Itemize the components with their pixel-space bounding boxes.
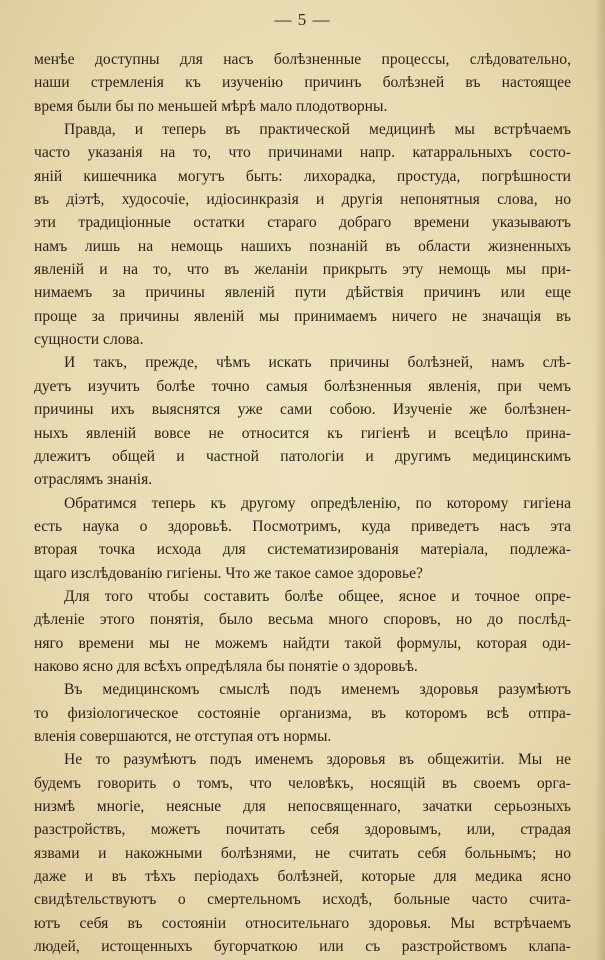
text-line: проще за причины явленій мы принимаемъ ничего не значащія въ — [34, 307, 571, 325]
text-line: то физіологическое состояніе организма, въ которомъ всѣ отпра- — [34, 704, 571, 722]
text-line: причины ихъ выяснятся уже сами собою. Изученіе же болѣзнен- — [34, 401, 571, 419]
text-line: даже и въ тѣхъ періодахъ болѣзней, которые для медика ясно — [34, 868, 571, 886]
text-line: ютъ себя въ состояніи относительнаго здоровья. Мы встрѣчаемъ — [34, 914, 571, 932]
text-line: ныхъ явленій вовсе не относится къ гигіенѣ и всецѣло прина- — [34, 424, 571, 442]
text-line: намъ лишь на немощь нашихъ познаній въ области жизненныхъ — [34, 237, 571, 255]
page-edge-shadow — [595, 0, 605, 960]
text-line: будемъ говорить о томъ, что человѣкъ, носящій въ своемъ орга- — [34, 774, 571, 792]
text-line: свидѣтельствуютъ о смертельномъ исходѣ, больные часто счита- — [34, 891, 571, 909]
text-line: явленій и на то, что въ желаніи прикрыть эту немощь мы при- — [34, 261, 571, 279]
text-line: вторая точка исхода для систематизированія матеріала, подлежа- — [34, 541, 571, 559]
text-line: дуетъ изучить болѣе точно самыя болѣзненныя явленія, при чемъ — [34, 377, 571, 395]
text-line: разстройствъ, можетъ почитать себя здоровымъ, или, страдая — [34, 821, 571, 839]
text-line: менѣе доступны для насъ болѣзненные процессы, слѣдовательно, — [34, 51, 571, 68]
body-text — [34, 48, 571, 958]
text-line: И такъ, прежде, чѣмъ искать причины болѣзней, намъ слѣ- — [64, 354, 571, 372]
text-line: вленія совершаются, не отступая отъ нормы. — [34, 727, 332, 745]
text-line: эти традиціонные остатки стараго добраго времени указываютъ — [34, 214, 571, 232]
text-line: няго времени мы не можемъ найдти такой формулы, которая оди- — [34, 634, 571, 652]
text-line: яній кишечника могутъ быть: лихорадка, простуда, погрѣшности — [34, 167, 571, 185]
text-line: Обратимся теперь къ другому опредѣленію, по которому гигіена — [64, 494, 571, 512]
text-line: длежитъ общей и частной патологіи и другимъ медицинскимъ — [34, 447, 571, 465]
text-line: низмѣ многіе, неясные для непосвященнаго, зачатки серьозныхъ — [34, 798, 571, 815]
text-line: часто указанія на то, что причинами напр. катарральныхъ состо- — [34, 144, 571, 162]
text-line: Для того чтобы составить болѣе общее, ясное и точное опре- — [64, 587, 571, 605]
text-line: время были бы по меньшей мѣрѣ мало плодотворны. — [34, 97, 388, 115]
page-number: — 5 — — [274, 10, 331, 29]
text-line: щаго изслѣдованію гигіены. Что же такое самое здоровье? — [34, 564, 423, 582]
text-line: сущности слова. — [34, 331, 144, 349]
text-line: дѣленіе этого понятія, было весьма много споровъ, но до послѣд- — [34, 611, 571, 629]
text-line: нимаемъ за причины явленій пути дѣйствія причинъ или еще — [34, 284, 571, 302]
text-line: есть наука о здоровьѣ. Посмотримъ, куда приведетъ насъ эта — [34, 517, 571, 535]
text-line: въ діэтѣ, худосочіе, идіосинкразія и другія непонятныя слова, но — [34, 191, 571, 209]
text-line: язвами и накожными болѣзнями, не считать себя больнымъ; но — [34, 844, 571, 862]
text-line: Не то разумѣютъ подъ именемъ здоровья въ общежитіи. Мы не — [64, 751, 571, 769]
text-line: наши стремленія къ изученію причинъ болѣзней въ настоящее — [34, 74, 571, 92]
text-line: людей, истощенныхъ бугорчаткою или съ разстройствомъ клапа- — [34, 938, 571, 956]
text-line: наково ясно для всѣхъ опредѣляла бы понятіе о здоровьѣ. — [34, 657, 418, 675]
text-line: отраслямъ знанія. — [34, 471, 153, 489]
text-line: Въ медицинскомъ смыслѣ подъ именемъ здоровья разумѣютъ — [64, 681, 571, 699]
text-line: Правда, и теперь въ практической медицинѣ мы встрѣчаемъ — [64, 121, 571, 139]
